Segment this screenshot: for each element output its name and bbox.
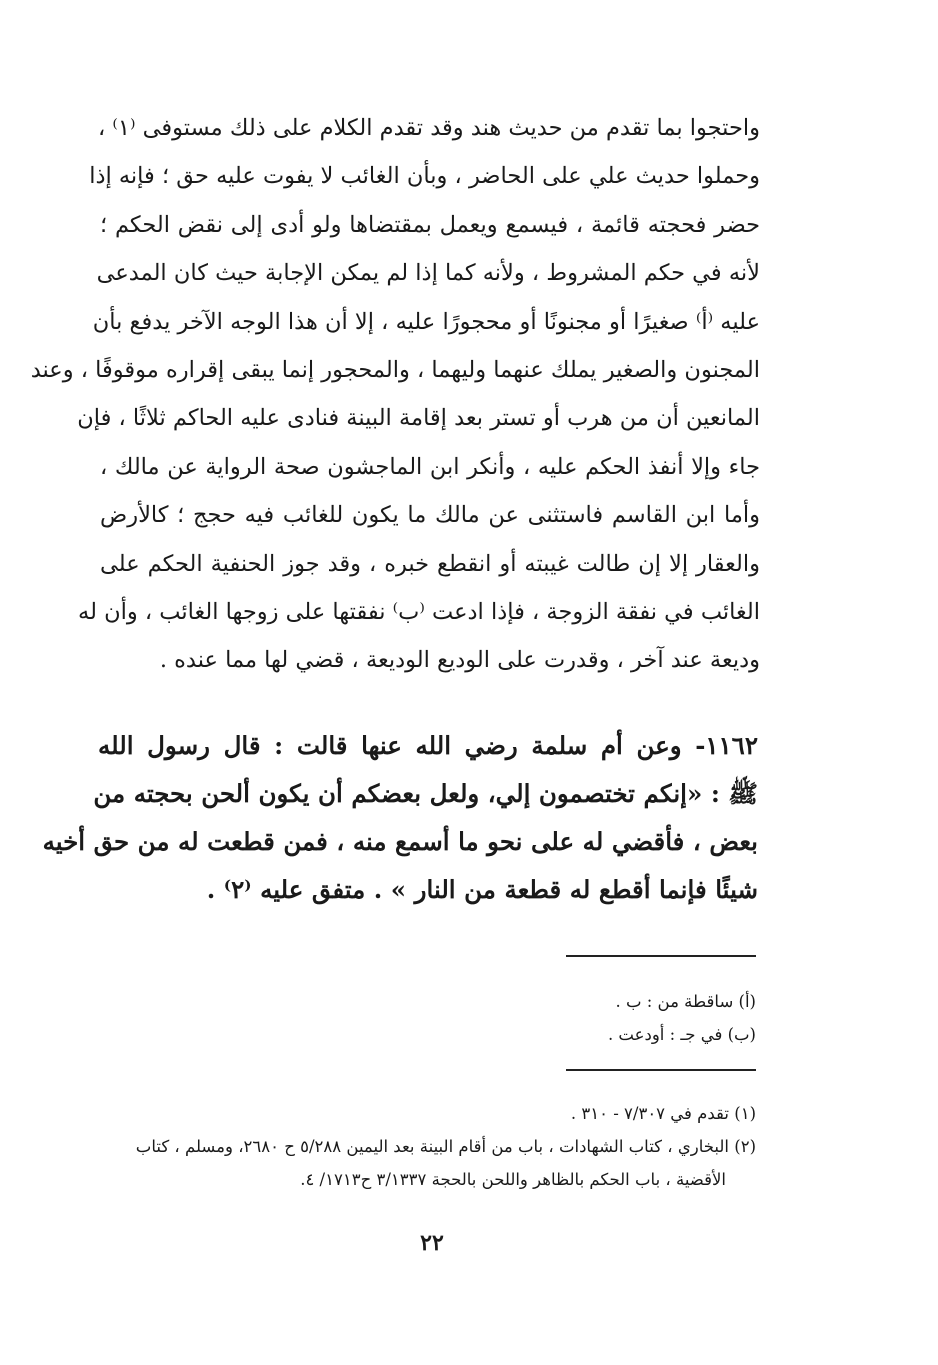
footnote-divider <box>566 1069 756 1071</box>
footnote: الأقضية ، باب الحكم بالظاهر واللحن بالحجة ٣/١٣٣٧ ح١٧١٣/ ٤. <box>300 1170 726 1189</box>
text-line: حضر فحجته قائمة ، فيسمع ويعمل بمقتضاها ولو أدى إلى نقض الحكم ؛ <box>100 211 760 238</box>
variant-notes <box>96 985 756 1051</box>
text-line: المجنون والصغير يملك عنهما وليهما ، والمحجور إنما يبقى إقراره موقوفًا ، وعند <box>30 356 760 383</box>
variant-note: (ب) في جـ : أودعت . <box>607 1025 756 1044</box>
hadith-line: بعض ، فأقضي له على نحو ما أسمع منه ، فمن قطعت له من حق أخيه <box>42 827 758 856</box>
footnotes <box>96 1097 756 1196</box>
text-line: وديعة عند آخر ، وقدرت على الوديع الوديعة ، قضي لها مما عنده . <box>159 647 760 674</box>
commentary-paragraph <box>30 104 760 685</box>
hadith-line: شيئًا فإنما أقطع له قطعة من النار » . متفق عليه ⁽٢⁾ . <box>206 875 758 904</box>
text-line: عليه ⁽أ⁾ صغيرًا أو مجنونًا أو محجورًا عليه ، إلا أن هذا الوجه الآخر يدفع بأن <box>92 308 760 335</box>
footnote: (٢) البخاري ، كتاب الشهادات ، باب من أقام البينة بعد اليمين ٥/٢٨٨ ح ٢٦٨٠، ومسلم ، كتاب <box>135 1137 756 1156</box>
text-line: المانعين أن من هرب أو تستر بعد إقامة البينة فنادى عليه الحاكم ثلاثًا ، فإن <box>77 405 760 432</box>
text-line: واحتجوا بما تقدم من حديث هند وقد تقدم الكلام على ذلك مستوفى ⁽١⁾ ، <box>97 115 760 141</box>
text-line: وحملوا حديث علي على الحاضر ، وبأن الغائب لا يفوت عليه حق ؛ فإنه إذا <box>89 163 760 190</box>
footnote: (١) تقدم في ٧/٣٠٧ - ٣١٠ . <box>570 1104 756 1123</box>
footnote-divider <box>566 955 756 957</box>
text-line: الغائب في نفقة الزوجة ، فإذا ادعت ⁽ب⁾ نفقتها على زوجها الغائب ، وأن له <box>78 598 760 625</box>
hadith-line: ﷺ : «إنكم تختصمون إلي، ولعل بعضكم أن يكون ألحن بحجته من <box>93 779 758 808</box>
text-line: وأما ابن القاسم فاستثنى عن مالك ما يكون للغائب فيه حجج ؛ كالأرض <box>100 502 760 529</box>
text-line: لأنه في حكم المشروط ، ولأنه كما إذا لم يمكن الإجابة حيث كان المدعى <box>96 260 760 287</box>
text-line: والعقار إلا إن طالت غيبته أو انقطع خبره ، وقد جوز الحنفية الحكم على <box>100 550 760 577</box>
text-line: جاء وإلا أنفذ الحكم عليه ، وأنكر ابن الماجشون صحة الرواية عن مالك ، <box>100 453 760 480</box>
hadith-line: ١١٦٢- وعن أم سلمة رضي الله عنها قالت : قال رسول الله <box>98 731 758 760</box>
hadith-paragraph <box>42 722 758 914</box>
variant-note: (أ) ساقطة من : ب . <box>615 992 756 1011</box>
page-number: ٢٢ <box>420 1230 444 1256</box>
